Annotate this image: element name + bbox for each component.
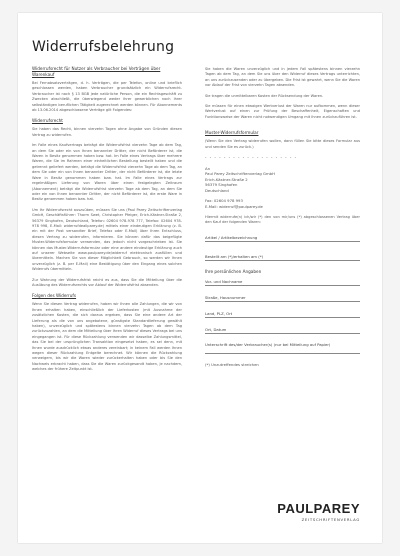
ordered-date-field[interactable]: Bestellt am (*)/erhalten am (*): [205, 250, 360, 261]
address-line: Paul Parey Zeitschriftenverlag GmbH: [205, 171, 275, 177]
address-line: Erich-Kästner-Straße 2: [205, 176, 248, 182]
paragraph: Zur Wahrung der Widerrufsfrist reicht es aus, dass Sie die Mitteilung über die Ausübung des Widerrufsrechts vor Ablauf der Widerrufsfrist absenden.: [32, 277, 182, 287]
brand-logo: [277, 502, 360, 522]
consequences-heading: Folgen des Widerrufs: [32, 293, 77, 299]
article-field[interactable]: Artikel / Artikelbezeichnung: [205, 231, 360, 242]
country-field[interactable]: Land, PLZ, Ort: [205, 310, 360, 318]
personal-details-heading: Ihre persönlichen Angaben: [205, 268, 262, 274]
declaration: Hiermit widerrufe(n) ich/wir (*) den von mir/uns (*) abgeschlossenen Vertrag über den Kauf der folgenden Waren:: [205, 214, 360, 225]
paragraph: Sie haben die Waren unverzüglich und in jedem Fall spätestens binnen vierzehn Tagen ab dem Tag, an dem Sie uns über den Widerruf dieses Vertrags unterrichten, an uns zurückzusenden oder zu übergeben. Die Frist ist gewahrt, wenn Sie die Waren vor Ablauf der Frist von vierzehn Tagen absenden.: [205, 67, 360, 88]
right-column: [205, 67, 360, 367]
address-line: Fax: 02604 978 993: [205, 198, 243, 204]
document-page: [18, 13, 382, 543]
date-field[interactable]: Ort, Datum: [205, 326, 360, 334]
footnote: (*) Unzutreffendes streichen: [205, 361, 259, 367]
signature-field[interactable]: Unterschrift des/der Verbraucher(s) (nur bei Mitteilung auf Papier): [205, 342, 360, 354]
separator: - - - - - - - - - - - - - - - - - - - -: [205, 155, 298, 161]
intro-paragraph: Bei Fernabsatzverträgen, d. h. Verträgen, die per Telefon, online und brieflich geschlossen werden, haben Verbraucher grundsätzlich ein Widerrufsrecht. Verbraucher ist nach § 13 BGB jede natürliche Person, die ein Rechtsgeschäft zu Zwecken abschließt, die überwiegend weder ihrer gewerblichen noch ihrer selbständigen beruflichen Tätigkeit zugerechnet werden können. Für Abonnements ab 13.06.2014 abgeschlossene Verträge gilt Folgendes:: [32, 81, 182, 113]
paragraph: Um Ihr Widerrufsrecht auszuüben, müssen Sie uns (Paul Parey Zeitschriftenverlag GmbH, Geschäftsführer: Thorm Swet, Christopher Pfeiger, Erich-Kästner-Straße 2, 56379 Singhofen, Deutschland, Telefon: 02604 978-978 777, Telefax: 02604 978-978 998, E-Mail: widerrufdeallparey.de) mittels einer eindeutigen Erklärung (z. B. ein mit der Post versandter Brief, Telefax oder E-Mail) über Ihren Entschluss, diesen Vertrag zu widerrufen, informieren. Sie können dafür das beigefügte Muster-Widerrufsformular verwenden, das jedoch nicht vorgeschrieben ist. Sie können das Muster-Widerrufsformular oder eine andere eindeutige Erklärung auch auf unserer Webseite www.paulparey.de/widerruf elektronisch ausfüllen und übermitteln. Machen Sie von dieser Möglichkeit Gebrauch, so werden wir Ihnen unverzüglich (z. B. per E-Mail) eine Bestätigung über den Eingang eines solchen Widerrufs übermitteln.: [32, 207, 182, 272]
address-line: E-Mail: widerruf@paulparey.de: [205, 203, 263, 209]
address-line: Deutschland: [205, 187, 229, 193]
brand-name: PAULPAREY: [277, 501, 360, 516]
street-field[interactable]: Straße, Hausnummer: [205, 294, 360, 302]
document-subtitle: Widerrufsrecht für Nutzer als Verbraucher bei Verträgen über Warenkauf: [32, 66, 161, 77]
paragraph: Wenn Sie diesen Vertrag widerrufen, haben wir Ihnen alle Zahlungen, die wir von Ihnen erhalten haben, einschließlich der Lieferkosten (mit Ausnahme der zusätzlichen Kosten, die sich daraus ergeben, dass Sie eine andere Art der Lieferung als die von uns angebotene, günstigste Standardlieferung gewählt haben), unverzüglich und spätestens binnen vierzehn Tagen ab dem Tag zurückzuzahlen, an dem die Mitteilung über Ihren Widerruf dieses Vertrags bei uns eingegangen ist. Für diese Rückzahlung verwenden wir dasselbe Zahlungsmittel, das Sie bei der ursprünglichen Transaktion eingesetzt haben, es sei denn, mit Ihnen wurde ausdrücklich etwas anderes vereinbart; in keinem Fall werden Ihnen wegen dieser Rückzahlung Entgelte berechnet. Wir können die Rückzahlung verweigern, bis wir die Waren wieder zurückerhalten haben oder bis Sie den Nachweis erbracht haben, dass Sie die Waren zurückgesandt haben, je nachdem, welches der frühere Zeitpunkt ist.: [32, 302, 182, 372]
left-column: [32, 63, 182, 378]
address-line: 56379 Singhofen: [205, 182, 238, 188]
recipient-address: [205, 166, 360, 209]
document-title: Widerrufsbelehrung: [32, 39, 175, 55]
paragraph: Sie müssen für einen etwaigen Wertverlust der Waren nur aufkommen, wenn dieser Wertverlust auf einen zur Prüfung der Beschaffenheit, Eigenschaften und Funktionsweise der Waren nicht notwendigen Umgang mit ihnen zurückzuführen ist.: [205, 104, 360, 119]
paragraph: Im Falle eines Kaufvertrags beträgt die Widerrufsfrist vierzehn Tage ab dem Tag, an dem Sie oder ein von Ihnen benannter Dritter, der nicht Beförderer ist, die Waren in Besitz genommen haben bzw. hat. Im Falle eines Vertrags über mehrere Waren, die Sie im Rahmen einer einheitlichen Bestellung bestellt haben und die getrennt geliefert werden, beträgt die Widerrufsfrist vierzehn Tage ab dem Tag, an dem Sie oder ein von Ihnen benannter Dritter, der nicht Beförderer ist, die letzte Ware in Besitz genommen haben bzw. hat. Im Falle eines Vertrags zur regelmäßigen Lieferung von Waren über einen festgelegten Zeitraum (Abonnement) beträgt die Widerrufsfrist vierzehn Tage ab dem Tag, an dem Sie oder ein von Ihnen benannter Dritter, der nicht Beförderer ist, die erste Ware in Besitz genommen haben bzw. hat.: [32, 143, 182, 202]
withdrawal-right-heading: Widerrufsrecht: [32, 118, 63, 124]
form-intro: (Wenn Sie den Vertrag widerrufen wollen, dann füllen Sie bitte dieses Formular aus und senden Sie es zurück.): [205, 139, 360, 149]
address-line: An: [205, 166, 211, 172]
form-heading: Muster-Widerrufsformular: [205, 130, 259, 136]
brand-tagline: ZEITSCHRIFTENVERLAG: [301, 517, 360, 522]
paragraph: Sie tragen die unmittelbaren Kosten der Rücksendung der Waren.: [205, 93, 324, 98]
name-field[interactable]: Vor- und Nachname: [205, 278, 360, 286]
paragraph: Sie haben das Recht, binnen vierzehn Tagen ohne Angabe von Gründen diesen Vertrag zu widerrufen.: [32, 127, 182, 137]
